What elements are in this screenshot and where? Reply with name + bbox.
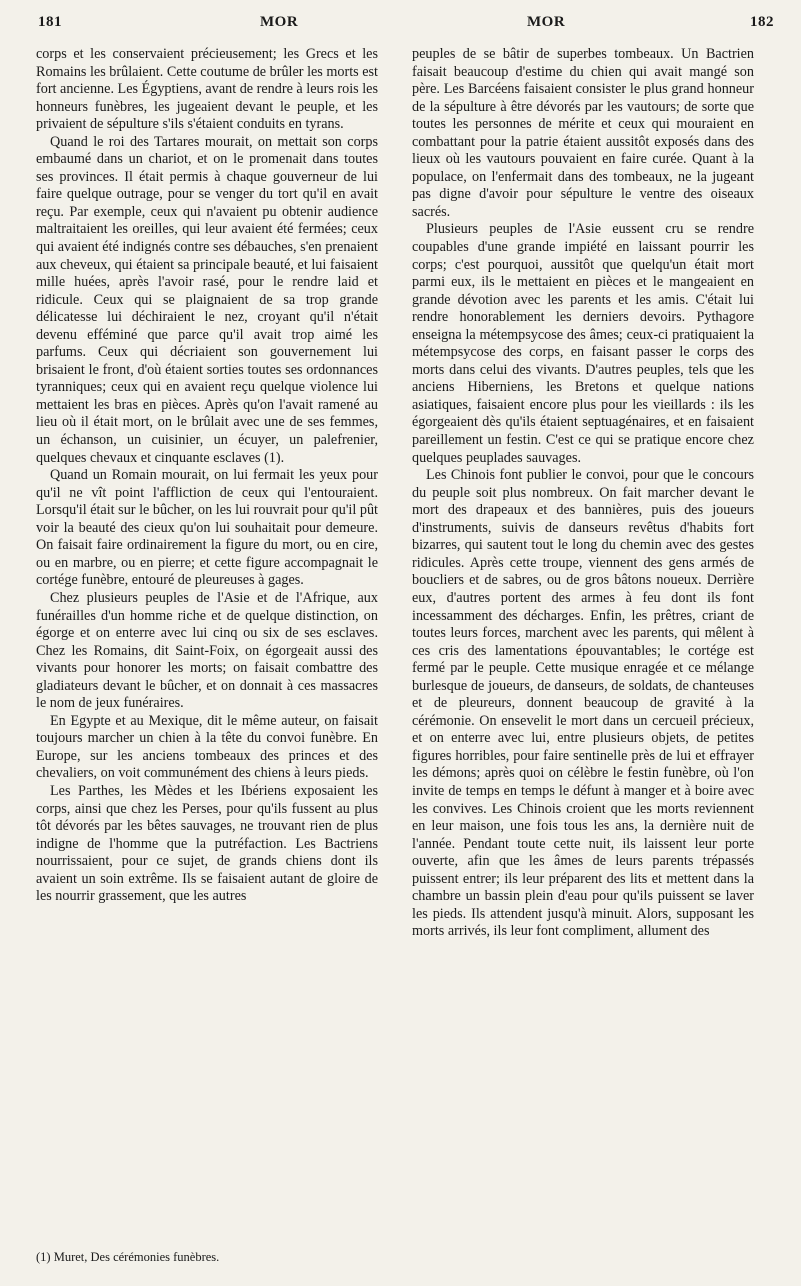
left-running-title: MOR [260,14,299,30]
footnote: (1) Muret, Des cérémonies funèbres. [36,1250,220,1264]
paragraph: En Egypte et au Mexique, dit le même auteur, on faisait toujours marcher un chien à la tête du convoi funèbre. En Europe, sur les anciens tombeaux des princes et des chevaliers, on voit communément des chiens à leurs pieds. [36,712,378,782]
paragraph: corps et les conservaient précieusement; les Grecs et les Romains les brûlaient. Cette coutume de brûler les morts est fort ancienne. Les Égyptiens, avant de rendre à leurs rois les honneurs funèbres, les jugeaient devant le peuple, et les privaient de sépulture s'ils s'étaient conduits en tyrans. [36,46,378,133]
paragraph: Les Chinois font publier le convoi, pour que le concours du peuple soit plus nombreux. On fait marcher devant le mort des drapeaux et des bannières, puis des joueurs d'instruments, suivis de danseurs revêtus d'habits fort bizarres, qui sautent tout le long du chemin avec des gestes ridicules. Après cette troupe, viennent des gens armés de boucliers et de sabres, ou de gros bâtons noueux. Derrière eux, d'autres portent des armes à feu dont ils font incessamment des décharges. Enfin, les prêtres, criant de toutes leurs forces, marchent avec les parents, qui mêlent à ces cris des lamentations épouvantables; le cortége est fermé par le peuple. Cette musique enragée et ce mélange burlesque de joueurs, de danseurs, de soldats, de chanteuses et de pleureurs, donnent beaucoup de gravité à la cérémonie. On ensevelit le mort dans un cercueil précieux, et on enterre avec lui, entre plusieurs objets, de petites figures horribles, pour faire sentinelle près de lui et effrayer les démons; après quoi on célèbre le festin funèbre, où l'on invite de temps en temps le défunt à manger et à boire avec les convives. Les Chinois croient que les morts reviennent en leur maison, une fois tous les ans, la dernière nuit de l'année. Pendant toute cette nuit, ils laissent leur porte ouverte, afin que les âmes de leurs parents trépassés puissent entrer; ils leur préparent des lits et mettent dans la chambre un bassin plein d'eau pour qu'ils puissent se laver les pieds. Ils attendent jusqu'à minuit. Alors, supposant les morts arrivés, ils leur font compliment, allument des [412,467,754,940]
paragraph: Les Parthes, les Mèdes et les Ibériens exposaient les corps, ainsi que chez les Perses, pour qu'ils fussent au plus tôt dévorés par les bêtes sauvages, ne trouvant rien de plus indigne de l'homme que la putréfaction. Les Bactriens nourrissaient, pour ce sujet, de grands chiens dont ils avaient un soin extrême. Ils se faisaient autant de gloire de les nourrir grassement, que les autres [36,782,378,905]
left-text-column [36,46,378,906]
paragraph: Chez plusieurs peuples de l'Asie et de l'Afrique, aux funérailles d'un homme riche et de quelque distinction, on égorge et on enterre avec lui cinq ou six de ses esclaves. Chez les Romains, dit Saint-Foix, on égorgeait aussi des vivants pour honorer les morts; on faisait combattre des gladiateurs devant le bûcher, et on donnait à ces massacres le nom de jeux funéraires. [36,589,378,712]
paragraph: Quand le roi des Tartares mourait, on mettait son corps embaumé dans un chariot, et on le promenait dans toutes ses provinces. Il était permis à chaque gouverneur de lui faire quelque outrage, pour se venger du tort qu'il en avait reçu. Par exemple, ceux qui n'avaient pu obtenir audience maltraitaient les oreilles, qui leur avaient été fermées; ceux qui avaient été indignés contre ses débauches, s'en prenaient aux cheveux, qui étaient sa principale beauté, et lui faisaient mille huées, après l'avoir rasé, pour le rendre laid et ridicule. Ceux qui se plaignaient de sa trop grande délicatesse lui déchiraient le nez, croyant qu'il n'était devenu efféminé que parce qu'il avait trop aimé les parfums. Ceux qui décriaient son gouvernement lui brisaient le front, d'où étaient sorties toutes ses ordonnances tyranniques; ceux qui en avaient reçu quelque violence lui mettaient les bras en pièces. Après qu'on l'avait ramené au lieu où il était mort, on le brûlait avec une de ses femmes, un échanson, un cuisinier, un écuyer, un palefrenier, quelques chevaux et cinquante esclaves (1). [36,133,378,466]
right-running-title: MOR [527,14,566,30]
paragraph: Plusieurs peuples de l'Asie eussent cru se rendre coupables d'une grande impiété en laissant pourrir les corps; c'est pourquoi, aussitôt que quelqu'un était mort parmi eux, ils le mettaient en pièces et le mangeaient en grande dévotion avec les parents et les amis. C'était lui rendre honorablement les derniers devoirs. Pythagore enseigna la métempsycose des âmes; ceux-ci pratiquaient la métempsycose des corps, en faisant passer le corps des morts dans celui des vivants. D'autres peuples, tels que les anciens Hiberniens, les Bretons et quelque nations asiatiques, faisaient encore plus pour les vieillards : ils les égorgeaient dès qu'ils étaient septuagénaires, et en faisaient pareillement un festin. C'est ce qui se pratique encore chez quelques peuplades sauvages. [412,221,754,466]
right-text-column [412,46,754,941]
right-page-number: 182 [750,14,774,30]
paragraph: peuples de se bâtir de superbes tombeaux. Un Bactrien faisait beaucoup d'estime du chien qui avait mangé son père. Les Barcéens faisaient consister le plus grand honneur de la sépulture à être dévorés par les vautours; de sorte que toutes les personnes de mérite et ceux qui mouraient en combattant pour la patrie étaient aussitôt exposés dans des lieux où les vautours pouvaient en faire curée. Quant à la populace, on l'enfermait dans des tombeaux, ne la jugeant pas digne d'avoir pour sépulture le ventre des oiseaux sacrés. [412,46,754,220]
left-page-number: 181 [38,14,62,30]
paragraph: Quand un Romain mourait, on lui fermait les yeux pour qu'il ne vît point l'affliction de ceux qui l'entouraient. Lorsqu'il était sur le bûcher, on les lui rouvrait pour qu'il pût voir la beauté des cieux qu'on lui souhaitait pour demeure. On faisait faire ordinairement la figure du mort, ou en cire, ou en marbre, ou en pierre; et cette figure accompagnait le cortége funèbre, entouré de pleureuses à gages. [36,467,378,589]
